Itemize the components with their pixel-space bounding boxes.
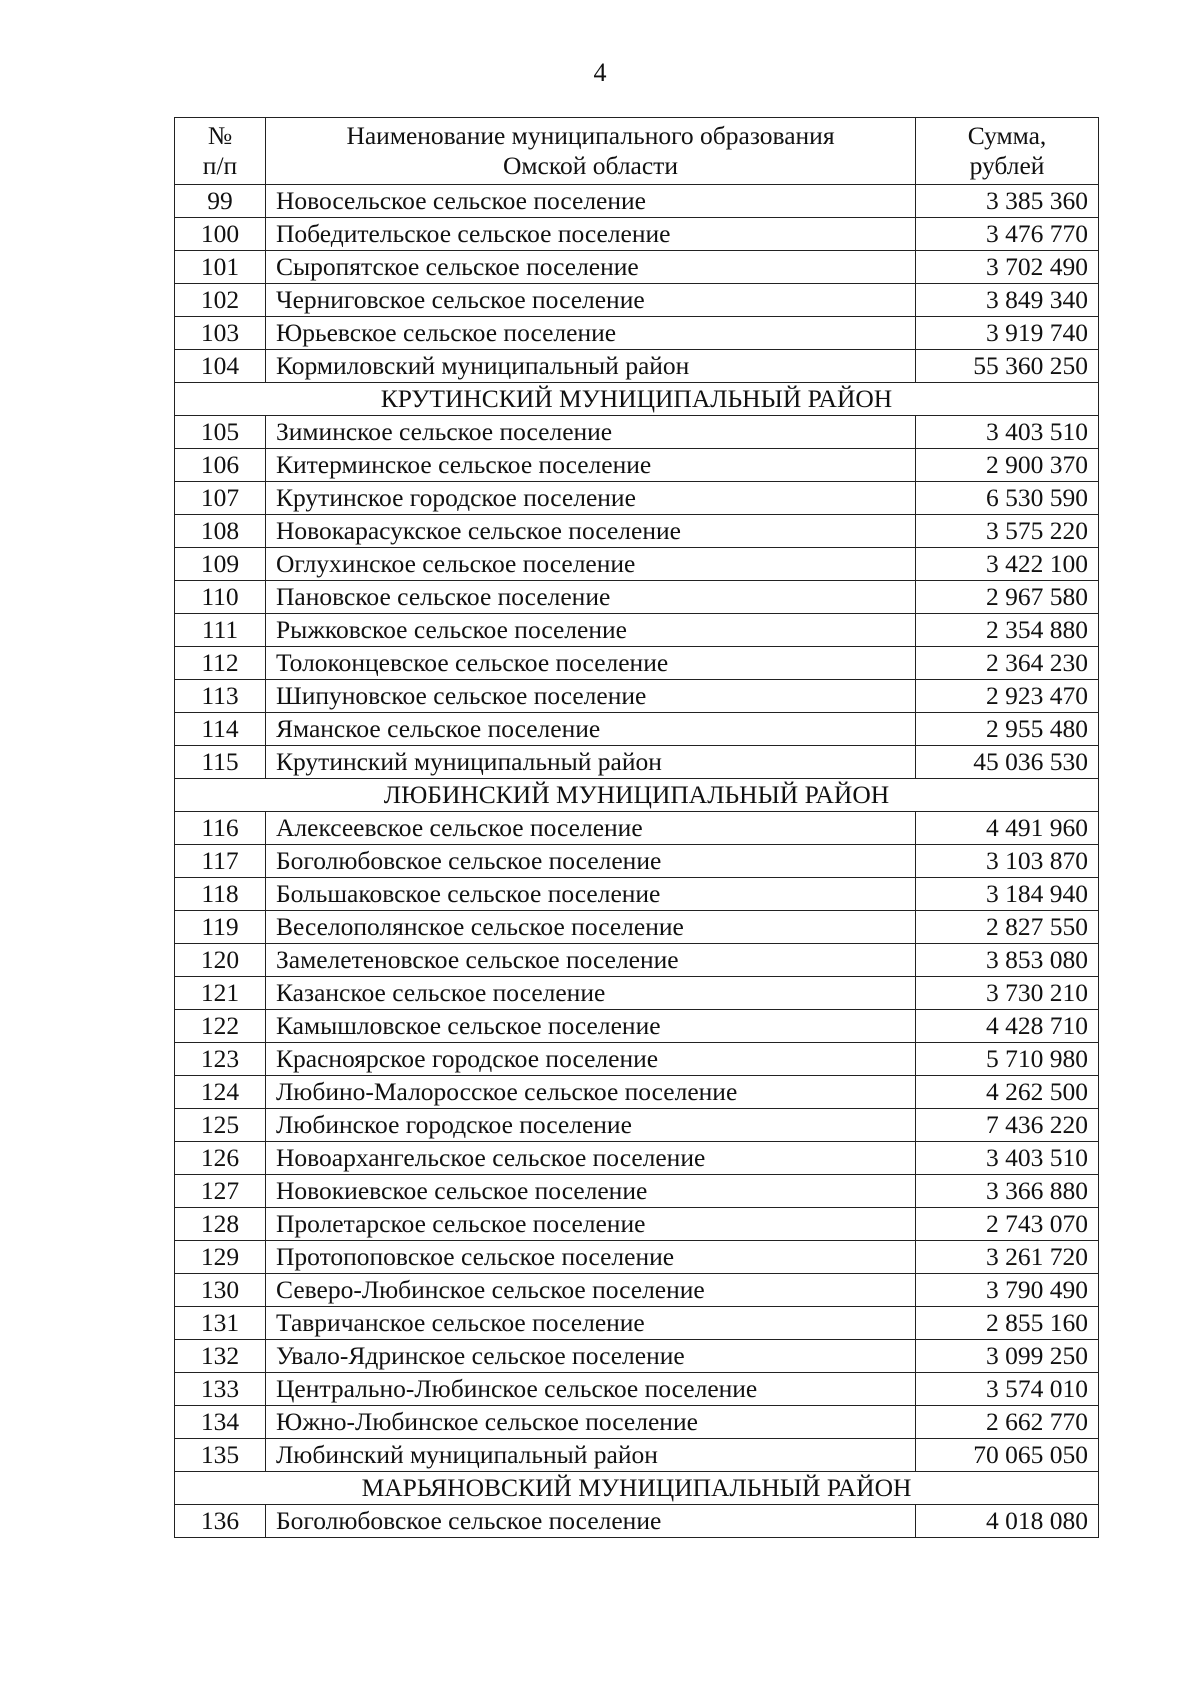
amount-value: 3 853 080	[916, 944, 1099, 977]
municipality-name: Тавричанское сельское поселение	[266, 1307, 916, 1340]
table-row	[175, 515, 1099, 548]
column-header-number-line2: п/п	[202, 151, 238, 180]
row-number: 105	[175, 416, 266, 449]
municipality-name: Оглухинское сельское поселение	[266, 548, 916, 581]
table-row	[175, 1340, 1099, 1373]
amount-value: 3 730 210	[916, 977, 1099, 1010]
municipality-name: Большаковское сельское поселение	[266, 878, 916, 911]
municipality-name: Увало-Ядринское сельское поселение	[266, 1340, 916, 1373]
table-row	[175, 1439, 1099, 1472]
row-number: 130	[175, 1274, 266, 1307]
column-header-name	[266, 118, 916, 185]
table-row	[175, 614, 1099, 647]
municipality-name: Новоархангельское сельское поселение	[266, 1142, 916, 1175]
municipality-name: Зиминское сельское поселение	[266, 416, 916, 449]
row-number: 107	[175, 482, 266, 515]
table-body	[175, 185, 1099, 1538]
row-number: 131	[175, 1307, 266, 1340]
municipality-name: Новокарасукское сельское поселение	[266, 515, 916, 548]
table-row	[175, 449, 1099, 482]
row-number: 121	[175, 977, 266, 1010]
municipality-name: Алексеевское сельское поселение	[266, 812, 916, 845]
municipality-name: Юрьевское сельское поселение	[266, 317, 916, 350]
row-number: 129	[175, 1241, 266, 1274]
table-row	[175, 845, 1099, 878]
table-row	[175, 317, 1099, 350]
row-number: 118	[175, 878, 266, 911]
municipality-name: Толоконцевское сельское поселение	[266, 647, 916, 680]
row-number: 127	[175, 1175, 266, 1208]
column-header-name-line1: Наименование муниципального образования	[346, 121, 835, 150]
table-row	[175, 812, 1099, 845]
column-header-number-line1: №	[207, 121, 233, 150]
amount-value: 3 476 770	[916, 218, 1099, 251]
municipality-name: Протопоповское сельское поселение	[266, 1241, 916, 1274]
table-row	[175, 1406, 1099, 1439]
row-number: 111	[175, 614, 266, 647]
amount-value: 3 575 220	[916, 515, 1099, 548]
municipality-name: Китерминское сельское поселение	[266, 449, 916, 482]
district-title: КРУТИНСКИЙ МУНИЦИПАЛЬНЫЙ РАЙОН	[175, 383, 1099, 416]
amount-value: 3 366 880	[916, 1175, 1099, 1208]
amount-value: 2 662 770	[916, 1406, 1099, 1439]
amount-value: 4 491 960	[916, 812, 1099, 845]
table-row	[175, 581, 1099, 614]
allocation-table	[174, 117, 1099, 1538]
municipality-name: Черниговское сельское поселение	[266, 284, 916, 317]
amount-value: 3 103 870	[916, 845, 1099, 878]
amount-value: 2 364 230	[916, 647, 1099, 680]
amount-value: 3 919 740	[916, 317, 1099, 350]
table-row	[175, 1076, 1099, 1109]
row-number: 104	[175, 350, 266, 383]
municipality-name: Боголюбовское сельское поселение	[266, 845, 916, 878]
table-row	[175, 416, 1099, 449]
amount-value: 2 855 160	[916, 1307, 1099, 1340]
row-number: 117	[175, 845, 266, 878]
table-row	[175, 680, 1099, 713]
district-header-row	[175, 1472, 1099, 1505]
table-row	[175, 1109, 1099, 1142]
amount-value: 3 403 510	[916, 416, 1099, 449]
row-number: 101	[175, 251, 266, 284]
amount-value: 4 428 710	[916, 1010, 1099, 1043]
table-row	[175, 647, 1099, 680]
table-row	[175, 878, 1099, 911]
row-number: 109	[175, 548, 266, 581]
amount-value: 3 261 720	[916, 1241, 1099, 1274]
table-row	[175, 911, 1099, 944]
municipality-name: Пановское сельское поселение	[266, 581, 916, 614]
district-header-row	[175, 383, 1099, 416]
table-row	[175, 746, 1099, 779]
table-row	[175, 977, 1099, 1010]
municipality-name: Красноярское городское поселение	[266, 1043, 916, 1076]
municipality-name: Сыропятское сельское поселение	[266, 251, 916, 284]
amount-value: 3 403 510	[916, 1142, 1099, 1175]
table-row	[175, 713, 1099, 746]
table-row	[175, 1208, 1099, 1241]
municipality-name: Центрально-Любинское сельское поселение	[266, 1373, 916, 1406]
row-number: 125	[175, 1109, 266, 1142]
row-number: 122	[175, 1010, 266, 1043]
table-row	[175, 350, 1099, 383]
municipality-name: Рыжковское сельское поселение	[266, 614, 916, 647]
row-number: 102	[175, 284, 266, 317]
column-header-number	[175, 118, 266, 185]
municipality-name: Любинский муниципальный район	[266, 1439, 916, 1472]
column-header-name-line2: Омской области	[503, 151, 678, 180]
row-number: 126	[175, 1142, 266, 1175]
municipality-name: Боголюбовское сельское поселение	[266, 1505, 916, 1538]
amount-value: 45 036 530	[916, 746, 1099, 779]
municipality-name: Крутинское городское поселение	[266, 482, 916, 515]
amount-value: 2 923 470	[916, 680, 1099, 713]
amount-value: 3 849 340	[916, 284, 1099, 317]
amount-value: 3 422 100	[916, 548, 1099, 581]
district-header-row	[175, 779, 1099, 812]
row-number: 112	[175, 647, 266, 680]
district-title: МАРЬЯНОВСКИЙ МУНИЦИПАЛЬНЫЙ РАЙОН	[175, 1472, 1099, 1505]
municipality-name: Победительское сельское поселение	[266, 218, 916, 251]
amount-value: 3 099 250	[916, 1340, 1099, 1373]
municipality-name: Шипуновское сельское поселение	[266, 680, 916, 713]
amount-value: 55 360 250	[916, 350, 1099, 383]
amount-value: 2 743 070	[916, 1208, 1099, 1241]
table-row	[175, 284, 1099, 317]
column-header-sum-line1: Сумма,	[967, 121, 1047, 150]
row-number: 136	[175, 1505, 266, 1538]
row-number: 99	[175, 185, 266, 218]
row-number: 116	[175, 812, 266, 845]
row-number: 124	[175, 1076, 266, 1109]
municipality-name: Пролетарское сельское поселение	[266, 1208, 916, 1241]
amount-value: 2 827 550	[916, 911, 1099, 944]
row-number: 110	[175, 581, 266, 614]
amount-value: 6 530 590	[916, 482, 1099, 515]
municipality-name: Крутинский муниципальный район	[266, 746, 916, 779]
table-row	[175, 1505, 1099, 1538]
amount-value: 3 702 490	[916, 251, 1099, 284]
table-row	[175, 1274, 1099, 1307]
amount-value: 7 436 220	[916, 1109, 1099, 1142]
row-number: 120	[175, 944, 266, 977]
table-row	[175, 944, 1099, 977]
column-header-sum	[916, 118, 1099, 185]
municipality-name: Южно-Любинское сельское поселение	[266, 1406, 916, 1439]
table-row	[175, 218, 1099, 251]
table-row	[175, 1307, 1099, 1340]
row-number: 106	[175, 449, 266, 482]
municipality-name: Яманское сельское поселение	[266, 713, 916, 746]
row-number: 113	[175, 680, 266, 713]
row-number: 135	[175, 1439, 266, 1472]
amount-value: 3 574 010	[916, 1373, 1099, 1406]
table-row	[175, 251, 1099, 284]
municipality-name: Новосельское сельское поселение	[266, 185, 916, 218]
table-header-row	[175, 118, 1099, 185]
municipality-name: Веселополянское сельское поселение	[266, 911, 916, 944]
amount-value: 2 354 880	[916, 614, 1099, 647]
table-row	[175, 548, 1099, 581]
municipality-name: Любино-Малоросское сельское поселение	[266, 1076, 916, 1109]
amount-value: 5 710 980	[916, 1043, 1099, 1076]
row-number: 100	[175, 218, 266, 251]
amount-value: 3 385 360	[916, 185, 1099, 218]
row-number: 103	[175, 317, 266, 350]
amount-value: 2 900 370	[916, 449, 1099, 482]
page-number: 4	[593, 58, 607, 87]
row-number: 119	[175, 911, 266, 944]
table-row	[175, 1373, 1099, 1406]
row-number: 132	[175, 1340, 266, 1373]
municipality-name: Любинское городское поселение	[266, 1109, 916, 1142]
row-number: 108	[175, 515, 266, 548]
amount-value: 2 967 580	[916, 581, 1099, 614]
municipality-name: Камышловское сельское поселение	[266, 1010, 916, 1043]
table-row	[175, 482, 1099, 515]
table-row	[175, 1241, 1099, 1274]
row-number: 114	[175, 713, 266, 746]
amount-value: 70 065 050	[916, 1439, 1099, 1472]
amount-value: 4 262 500	[916, 1076, 1099, 1109]
table-row	[175, 185, 1099, 218]
amount-value: 2 955 480	[916, 713, 1099, 746]
row-number: 128	[175, 1208, 266, 1241]
row-number: 134	[175, 1406, 266, 1439]
column-header-sum-line2: рублей	[969, 151, 1045, 180]
table-row	[175, 1175, 1099, 1208]
amount-value: 4 018 080	[916, 1505, 1099, 1538]
table-row	[175, 1043, 1099, 1076]
table-row	[175, 1142, 1099, 1175]
amount-value: 3 184 940	[916, 878, 1099, 911]
district-title: ЛЮБИНСКИЙ МУНИЦИПАЛЬНЫЙ РАЙОН	[175, 779, 1099, 812]
row-number: 123	[175, 1043, 266, 1076]
municipality-name: Новокиевское сельское поселение	[266, 1175, 916, 1208]
row-number: 115	[175, 746, 266, 779]
row-number: 133	[175, 1373, 266, 1406]
table-row	[175, 1010, 1099, 1043]
table-header	[175, 118, 1099, 185]
municipality-name: Северо-Любинское сельское поселение	[266, 1274, 916, 1307]
municipality-name: Казанское сельское поселение	[266, 977, 916, 1010]
amount-value: 3 790 490	[916, 1274, 1099, 1307]
municipality-name: Замелетеновское сельское поселение	[266, 944, 916, 977]
municipality-name: Кормиловский муниципальный район	[266, 350, 916, 383]
